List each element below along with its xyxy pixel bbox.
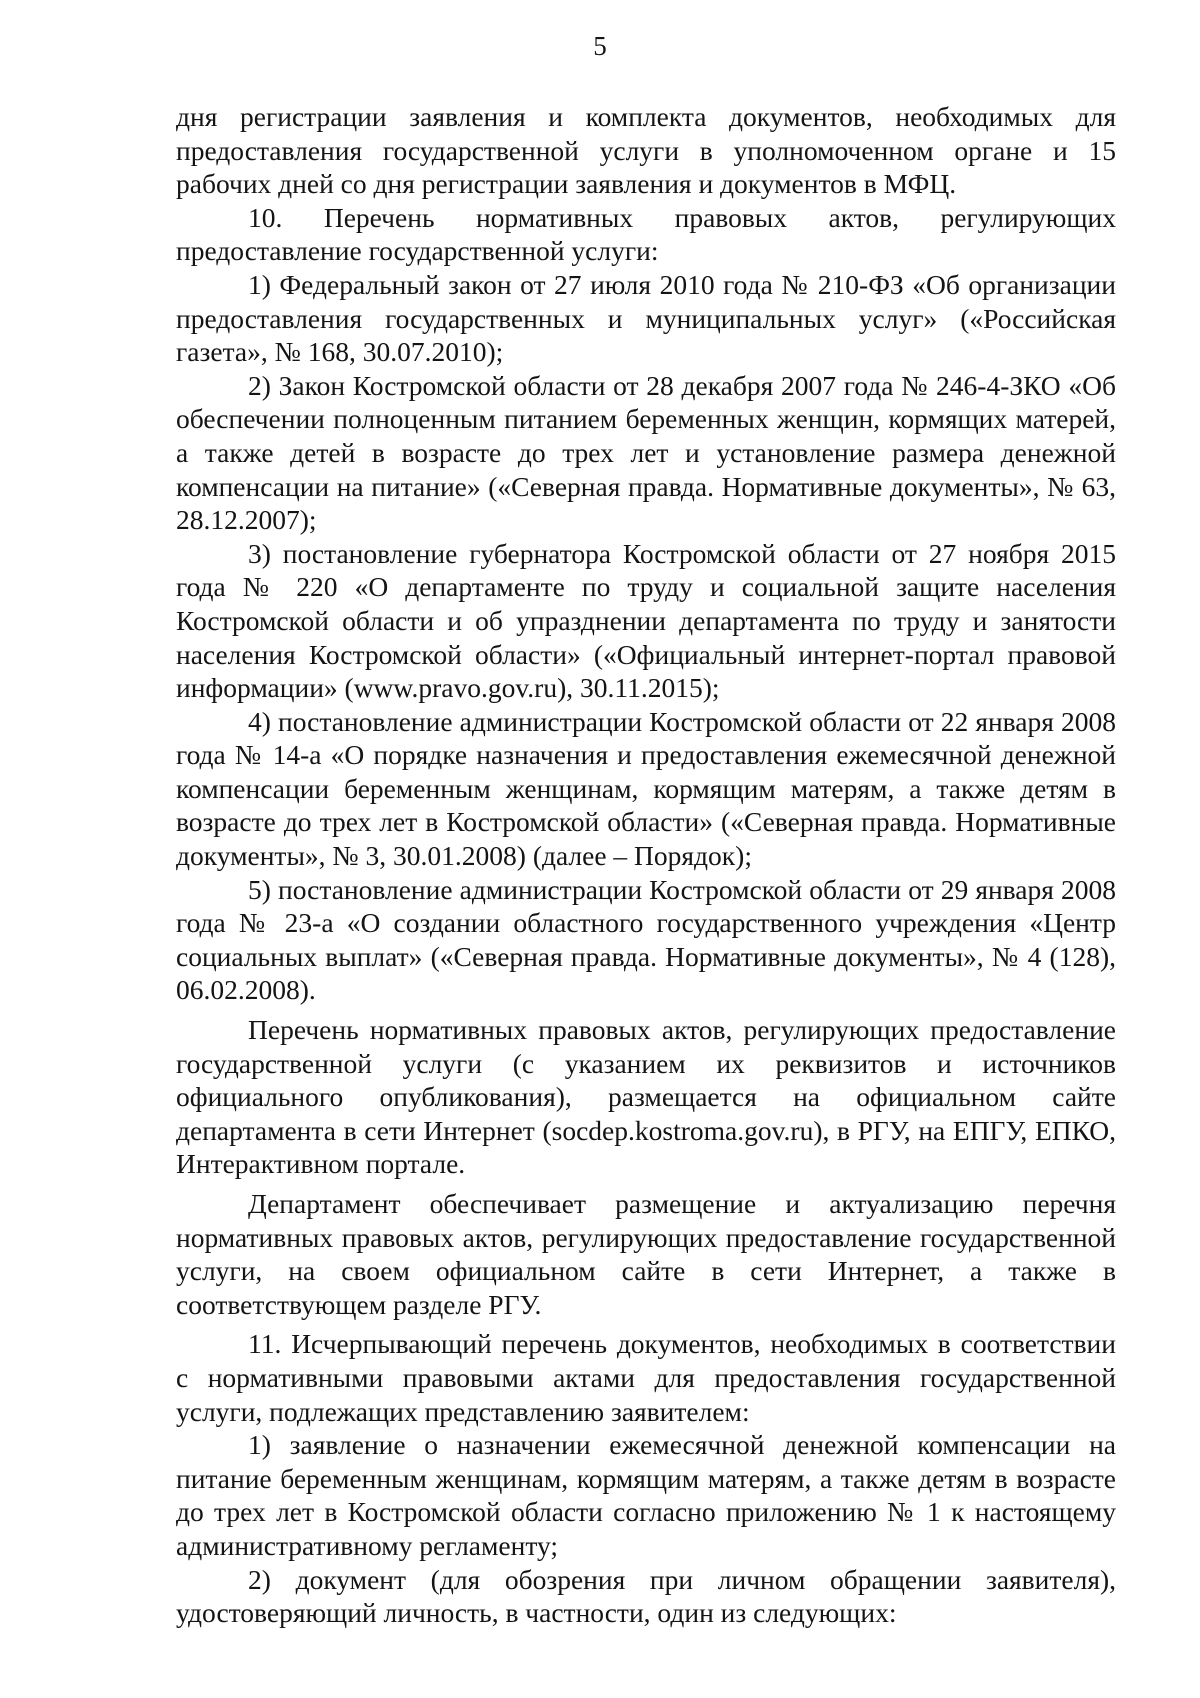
list-item-federal-law-210: 1) Федеральный закон от 27 июля 2010 года № 210-ФЗ «Об организации предоставления государственных и муниципальных услуг» («Российская газета», № 168, 30.07.2010);: [176, 268, 1116, 368]
list-item-identity-document: 2) документ (для обозрения при личном обращении заявителя), удостоверяющий личность, в частности, один из следующих:: [176, 1563, 1116, 1629]
paragraph-section-10-heading: 10. Перечень нормативных правовых актов, регулирующих предоставление государственной услуги:: [176, 201, 1116, 267]
paragraph-registration-deadline: дня регистрации заявления и комплекта документов, необходимых для предоставления государственной услуги в уполномоченном органе и 15 рабочих дней со дня регистрации заявления и документов в МФЦ.: [176, 101, 1116, 200]
list-item-administration-decree-14a: 4) постановление администрации Костромской области от 22 января 2008 года № 14-а «О порядке назначения и предоставления ежемесячной денежной компенсации беременным женщинам, кормящим матерям, а также детям в возрасте до трех лет в Костромской области» («Северная правда. Нормативные документы», № 3, 30.01.2008) (далее – Порядок);: [176, 705, 1116, 872]
list-item-administration-decree-23a: 5) постановление администрации Костромской области от 29 января 2008 года № 23-а «О создании областного государственного учреждения «Центр социальных выплат» («Северная правда. Нормативные документы», № 4 (128), 06.02.2008).: [176, 873, 1116, 1006]
paragraph-acts-list-publication: Перечень нормативных правовых актов, регулирующих предоставление государственной услуги (с указанием их реквизитов и источников официального опубликования), размещается на официальном сайте департамента в сети Интернет (socdep.kostroma.gov.ru), в РГУ, на ЕПГУ, ЕПКО, Интерактивном портале.: [176, 1014, 1116, 1180]
page-number: 5: [593, 31, 607, 61]
paragraph-department-actualization: Департамент обеспечивает размещение и актуализацию перечня нормативных правовых актов, регулирующих предоставление государственной услуги, на своем официальном сайте в сети Интернет, а также в соответствующем разделе РГУ.: [176, 1188, 1116, 1320]
list-item-governor-decree-220: 3) постановление губернатора Костромской области от 27 ноября 2015 года № 220 «О департаменте по труду и социальной защите населения Костромской области и об упразднении департамента по труду и занятости населения Костромской области» («Официальный интернет-портал правовой информации» (www.pravo.gov.ru), 30.11.2015);: [176, 537, 1116, 704]
paragraph-section-11-heading: 11. Исчерпывающий перечень документов, необходимых в соответствии с нормативными правовыми актами для предоставления государственной услуги, подлежащих представлению заявителем:: [176, 1328, 1116, 1427]
list-item-application: 1) заявление о назначении ежемесячной денежной компенсации на питание беременным женщинам, кормящим матерям, а также детям в возрасте до трех лет в Костромской области согласно приложению № 1 к настоящему административному регламенту;: [176, 1429, 1116, 1561]
document-body: [176, 100, 1116, 1630]
list-item-kostroma-law-246: 2) Закон Костромской области от 28 декабря 2007 года № 246-4-ЗКО «Об обеспечении полноценным питанием беременных женщин, кормящих матерей, а также детей в возрасте до трех лет и установление размера денежной компенсации на питание» («Северная правда. Нормативные документы», № 63, 28.12.2007);: [176, 369, 1116, 536]
